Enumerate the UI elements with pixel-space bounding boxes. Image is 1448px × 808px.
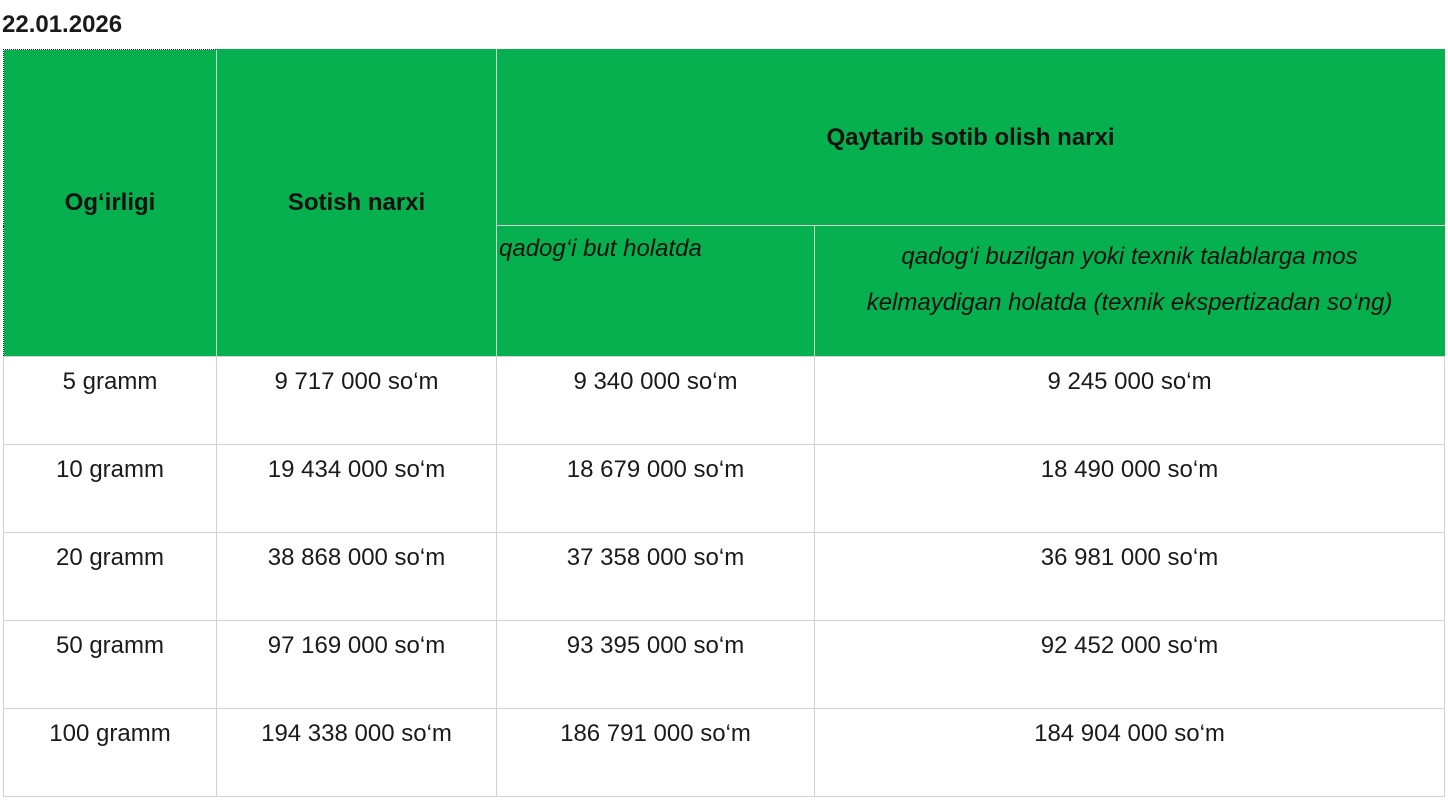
buyback-intact-cell: 186 791 000 so‘m <box>497 709 815 797</box>
table-body <box>4 357 1445 797</box>
buyback-damaged-cell: 36 981 000 so‘m <box>815 533 1445 621</box>
weight-cell: 5 gramm <box>4 357 217 445</box>
price-table <box>3 49 1445 797</box>
sell-price-column-header: Sotish narxi <box>217 50 497 357</box>
weight-cell: 10 gramm <box>4 445 217 533</box>
weight-cell: 100 gramm <box>4 709 217 797</box>
date-heading: 22.01.2026 <box>2 11 123 38</box>
sell-price-cell: 9 717 000 so‘m <box>217 357 497 445</box>
table-row <box>4 357 1445 445</box>
buyback-intact-subheader: qadog‘i but holatda <box>497 226 815 357</box>
sell-price-cell: 194 338 000 so‘m <box>217 709 497 797</box>
sell-price-cell: 19 434 000 so‘m <box>217 445 497 533</box>
weight-cell: 50 gramm <box>4 621 217 709</box>
buyback-damaged-cell: 184 904 000 so‘m <box>815 709 1445 797</box>
buyback-intact-cell: 37 358 000 so‘m <box>497 533 815 621</box>
buyback-price-column-header: Qaytarib sotib olish narxi <box>497 50 1445 226</box>
sell-price-cell: 97 169 000 so‘m <box>217 621 497 709</box>
table-header <box>4 50 1445 357</box>
sell-price-cell: 38 868 000 so‘m <box>217 533 497 621</box>
table-row <box>4 533 1445 621</box>
table-row <box>4 621 1445 709</box>
table-row <box>4 445 1445 533</box>
buyback-damaged-cell: 92 452 000 so‘m <box>815 621 1445 709</box>
buyback-damaged-cell: 18 490 000 so‘m <box>815 445 1445 533</box>
weight-column-header: Og‘irligi <box>4 50 217 357</box>
buyback-intact-cell: 9 340 000 so‘m <box>497 357 815 445</box>
weight-cell: 20 gramm <box>4 533 217 621</box>
buyback-damaged-cell: 9 245 000 so‘m <box>815 357 1445 445</box>
buyback-damaged-subheader: qadog‘i buzilgan yoki texnik talablarga mos kelmaydigan holatda (texnik ekspertizadan so‘ng) <box>815 226 1445 357</box>
table-row <box>4 709 1445 797</box>
buyback-intact-cell: 93 395 000 so‘m <box>497 621 815 709</box>
header-row-main <box>4 50 1445 226</box>
buyback-intact-cell: 18 679 000 so‘m <box>497 445 815 533</box>
